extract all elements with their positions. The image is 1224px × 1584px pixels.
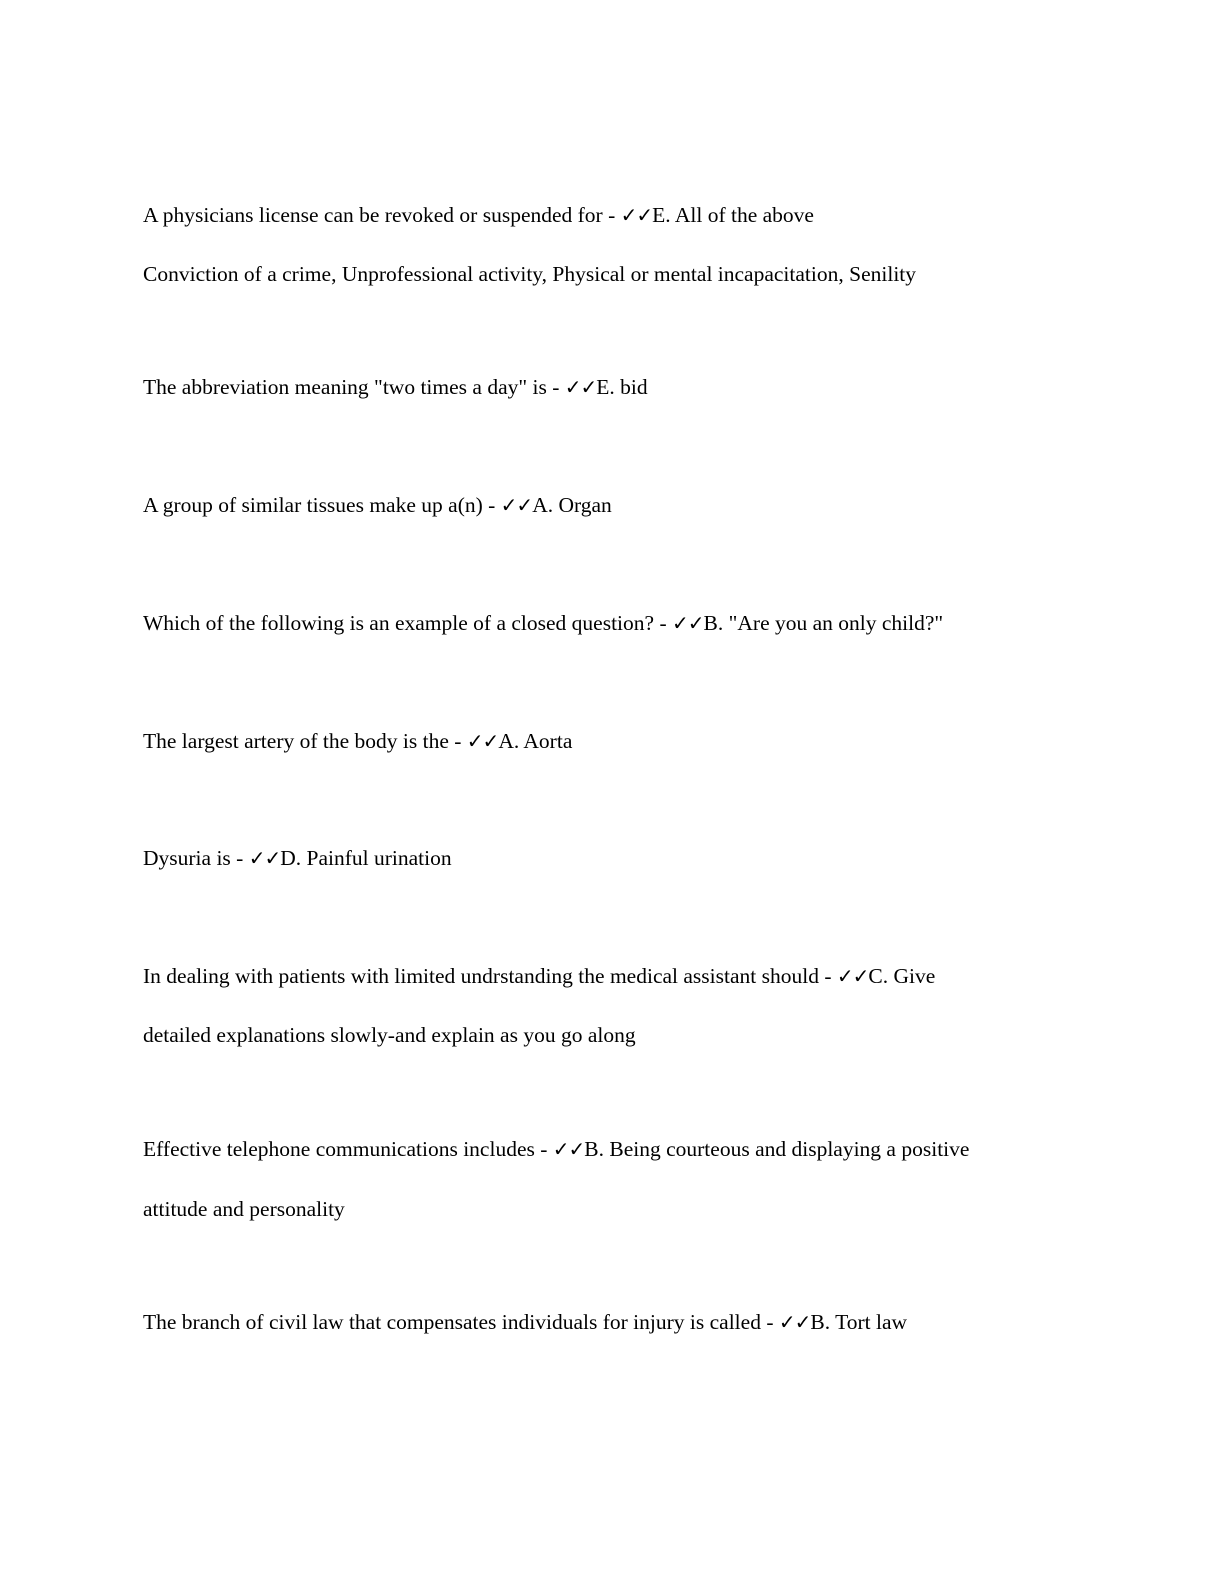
answer-text: B. Tort law: [810, 1310, 908, 1334]
double-check-icon: ✓✓: [552, 1137, 585, 1161]
question-text: Dysuria is -: [143, 846, 249, 870]
double-check-icon: ✓✓: [672, 611, 704, 635]
answer-continuation-line: detailed explanations slowly-and explain as you go along: [143, 1023, 636, 1047]
qa-line-1: [143, 201, 814, 229]
question-text: In dealing with patients with limited undrstanding the medical assistant should -: [143, 964, 837, 988]
question-text: A group of similar tissues make up a(n) -: [143, 493, 501, 517]
qa-line-3: [143, 491, 612, 519]
qa-line-4: [143, 609, 943, 637]
question-text: Effective telephone communications includes -: [143, 1137, 553, 1161]
answer-text: E. bid: [596, 375, 648, 399]
answer-text: D. Painful urination: [280, 846, 452, 870]
qa-line-6: [143, 844, 452, 872]
answer-text: A. Aorta: [498, 729, 573, 753]
qa-line-8: [143, 1135, 969, 1163]
answer-text: B. "Are you an only child?": [703, 611, 944, 635]
answer-continuation-line: attitude and personality: [143, 1197, 345, 1221]
double-check-icon: ✓✓: [564, 375, 597, 399]
answer-text: B. Being courteous and displaying a positive: [584, 1137, 970, 1161]
question-text: The branch of civil law that compensates individuals for injury is called -: [143, 1310, 779, 1334]
answer-detail-line: Conviction of a crime, Unprofessional activity, Physical or mental incapacitation, Senility: [143, 262, 917, 286]
qa-line-2: [143, 373, 648, 401]
question-text: A physicians license can be revoked or suspended for -: [143, 203, 621, 227]
double-check-icon: ✓✓: [836, 964, 869, 988]
question-text: The largest artery of the body is the -: [143, 729, 467, 753]
question-text: Which of the following is an example of a closed question? -: [143, 611, 672, 635]
double-check-icon: ✓✓: [466, 729, 499, 753]
double-check-icon: ✓✓: [500, 493, 533, 517]
double-check-icon: ✓✓: [778, 1310, 811, 1334]
qa-line-9: [143, 1308, 907, 1336]
answer-text: C. Give: [868, 964, 936, 988]
qa-line-5: [143, 727, 572, 755]
answer-text: A. Organ: [532, 493, 612, 517]
double-check-icon: ✓✓: [248, 846, 281, 870]
answer-text: E. All of the above: [652, 203, 814, 227]
question-text: The abbreviation meaning "two times a day" is -: [143, 375, 565, 399]
double-check-icon: ✓✓: [620, 203, 653, 227]
qa-line-7: [143, 962, 935, 990]
